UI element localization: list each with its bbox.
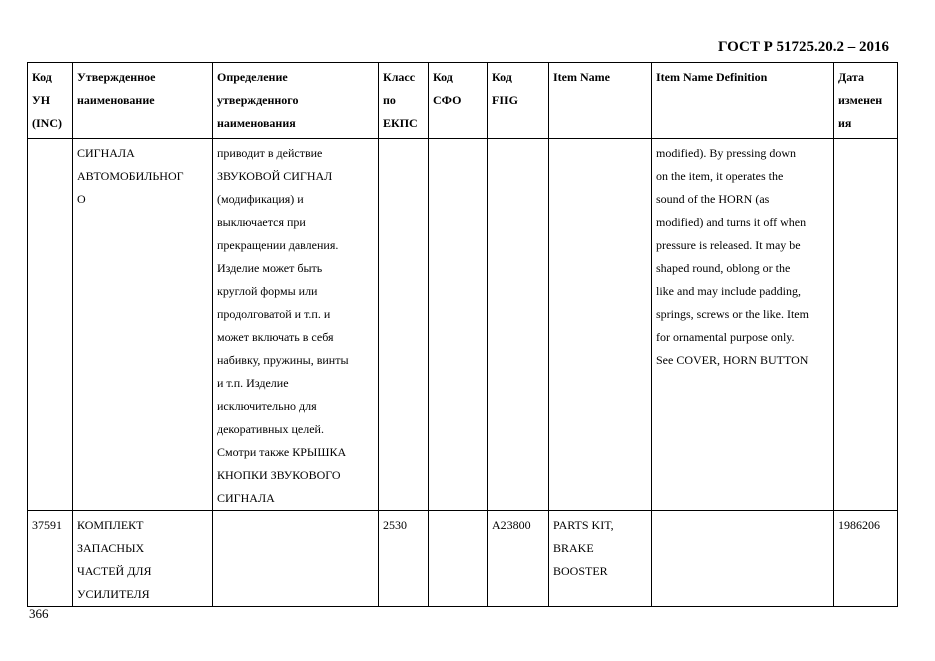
cell-ekps-class: 2530 [379,511,429,607]
cell-item-name [549,139,652,511]
cell-approved-name: СИГНАЛА АВТОМОБИЛЬНОГ О [73,139,213,511]
nomenclature-table [27,62,898,607]
cell-definition [213,511,379,607]
cell-inc [28,139,73,511]
page-number: 366 [29,606,49,621]
col-header-definition: Определение утвержденного наименования [213,63,379,139]
col-header-fiig-code: Код FIIG [488,63,549,139]
cell-item-name-definition [652,511,834,607]
col-header-ekps-class: Класс по ЕКПС [379,63,429,139]
cell-definition: приводит в действие ЗВУКОВОЙ СИГНАЛ (модификация) и выключается при прекращении давления. Изделие может быть круглой формы или продолговатой и т.п. и может включать в себя набивку, пружины, винты и т.п. Изделие исключительно для декоративных целей. Смотри также КРЫШКА КНОПКИ ЗВУКОВОГО СИГНАЛА [213,139,379,511]
col-header-item-name: Item Name [549,63,652,139]
document-header: ГОСТ Р 51725.20.2 – 2016 [717,39,889,55]
cell-fiig-code: A23800 [488,511,549,607]
col-header-change-date: Дата изменен ия [834,63,898,139]
cell-inc: 37591 [28,511,73,607]
cell-fiig-code [488,139,549,511]
cell-change-date [834,139,898,511]
cell-sfo-code [429,511,488,607]
cell-ekps-class [379,139,429,511]
col-header-approved-name: Утвержденное наименование [73,63,213,139]
cell-item-name: PARTS KIT, BRAKE BOOSTER [549,511,652,607]
col-header-sfo-code: Код СФО [429,63,488,139]
table-row [28,139,898,511]
cell-change-date: 1986206 [834,511,898,607]
table-header-row [28,63,898,139]
cell-item-name-definition: modified). By pressing down on the item, it operates the sound of the HORN (as modified) and turns it off when pressure is released. It may be shaped round, oblong or the like and may include padding, springs, screws or the like. Item for ornamental purpose only. See COVER, HORN BUTTON [652,139,834,511]
col-header-inc: Код УН (INC) [28,63,73,139]
cell-approved-name: КОМПЛЕКТ ЗАПАСНЫХ ЧАСТЕЙ ДЛЯ УСИЛИТЕЛЯ [73,511,213,607]
cell-sfo-code [429,139,488,511]
col-header-item-name-definition: Item Name Definition [652,63,834,139]
table-row [28,511,898,607]
